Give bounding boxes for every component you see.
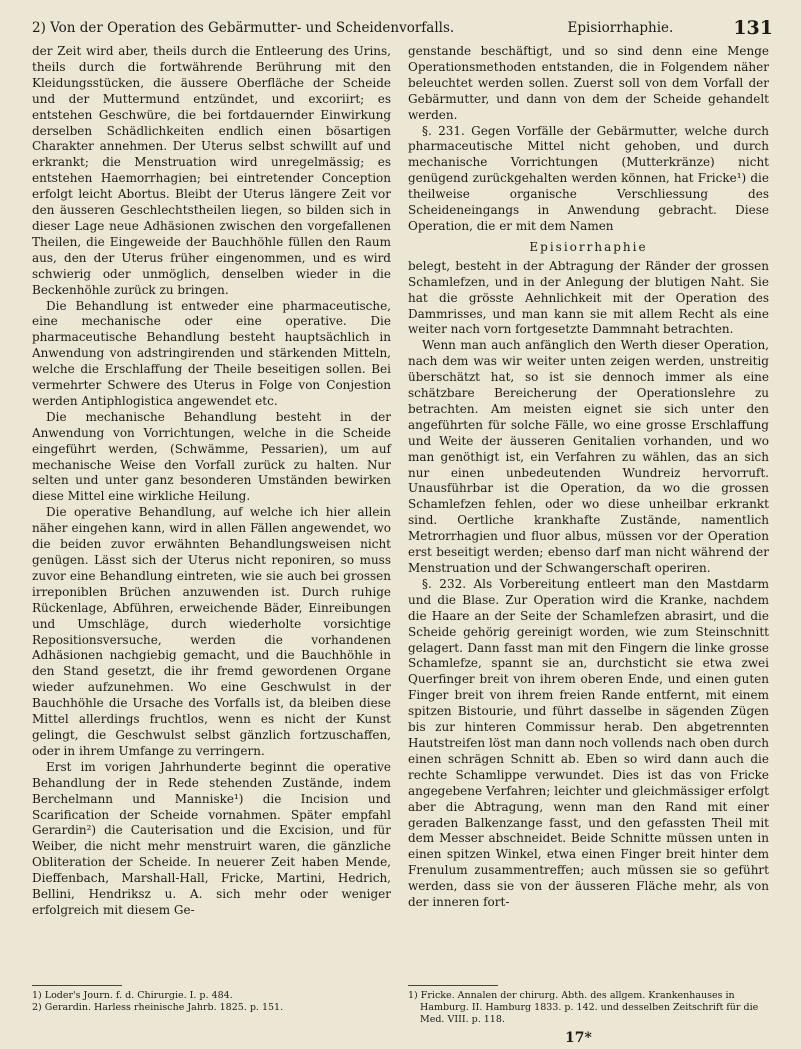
paragraph: Die operative Behandlung, auf welche ich hier allein näher eingehen kann, wird in allen Fällen angewendet, wo die beiden zuvor erwähnten Behandlungsweisen nicht genügen. Lässt sich der Uterus nicht reponiren, so muss zuvor eine Behandlung eintreten, wie sie auch bei grossen irreponiblen Brüchen anzuwenden ist. Durch ruhige Rückenlage, Abführen, erweichende Bäder, Einreibungen und Umschläge, durch wiederholte vorsichtige Repositionsversuche, werden die vorhandenen Adhäsionen nachgiebig gemacht, und die Bauchhöhle in den Stand gesetzt, die ihr fremd gewordenen Organe wieder aufzunehmen. Wo eine Geschwulst in der Bauchhöhle die Ursache des Vorfalls ist, da bleiben diese Mittel allerdings fruchtlos, wenn es nicht der Kunst gelingt, die Geschwulst selbst gänzlich fortzuschaffen, oder in ihrem Umfange zu verringern. [32, 505, 391, 758]
paragraph: Die Behandlung ist entweder eine pharmaceutische, eine mechanische oder eine operative. Die pharmaceutische Behandlung besteht hauptsächlich in Anwendung von adstringirenden und stärkenden Mitteln, welche die Erschlaffung der Theile beseitigen sollen. Bei vermehrter Schwere des Uterus in Folge von Conjestion werden Antiphlogistica angewendet etc. [32, 298, 391, 408]
header-chapter-title: 2) Von der Operation des Gebärmutter- und Scheidenvorfalls. [32, 20, 455, 36]
paragraph: der Zeit wird aber, theils durch die Entleerung des Urins, theils durch die fortwährende Berührung mit den Kleidungsstücken, die äussere Oberfläche der Scheide und der Muttermund entzündet, und excoriirt; es entstehen Geschwüre, die bei fortdauernder Einwirkung derselben Schädlichkeiten endlich einen bösartigen Charakter annehmen. Der Uterus selbst schwillt auf und erkrankt; die Menstruation wird unregelmässig; es entstehen Haemorrhagien; bei eintretender Conception erfolgt leicht Abortus. Bleibt der Uterus längere Zeit vor den äusseren Geschlechtstheilen liegen, so bilden sich in dieser Lage neue Adhäsionen zwischen den vorgefallenen Theilen, die Eingeweide der Bauchhöhle füllen den Raum aus, den der Uterus früher eingenommen, und es wird schwierig oder unmöglich, denselben wieder in die Beckenhöhle zurück zu bringen. [32, 44, 391, 297]
footnote-rule [32, 985, 122, 986]
left-footnotes [32, 985, 391, 1014]
footnote: 1) Loder's Journ. f. d. Chirurgie. I. p. 484. [32, 990, 233, 1001]
running-header [32, 10, 773, 39]
footnote: 1) Fricke. Annalen der chirurg. Abth. des allgem. Krankenhauses in Hamburg. II. Hamburg 1833. p. 142. und desselben Zeitschrift für die Med. VIII. p. 118. [408, 990, 759, 1025]
paragraph: Die mechanische Behandlung besteht in der Anwendung von Vorrichtungen, welche in die Scheide eingeführt werden, (Schwämme, Pessarien), um auf mechanische Weise den Vorfall zurück zu halten. Nur selten und unter ganz besonderen Umständen bewirken diese Mittel eine wirkliche Heilung. [32, 409, 391, 504]
footnote: 2) Gerardin. Harless rheinische Jahrb. 1825. p. 151. [32, 1002, 284, 1013]
paragraph: belegt, besteht in der Abtragung der Ränder der grossen Schamlefzen, und in der Anlegung der blutigen Naht. Sie hat die grösste Aehnlichkeit mit der Operation des Dammrisses, und man kann sie mit allem Recht als eine weiter nach vorn fortgesetzte Dammnaht betrachten. [408, 258, 769, 337]
header-section-title: Episiorrhaphie. [567, 20, 674, 36]
paragraph: §. 231. Gegen Vorfälle der Gebärmutter, welche durch pharmaceutische Mittel nicht gehoben, und durch mechanische Vorrichtungen (Mutterkränze) nicht genügend zurückgehalten werden können, hat Fricke¹) die theilweise organische Verschliessung des Scheideneingangs in Anwendung gebracht. Diese Operation, die er mit dem Namen [408, 123, 769, 233]
right-footnotes [408, 985, 769, 1026]
paragraph: genstande beschäftigt, und so sind denn eine Menge Operationsmethoden entstanden, die in Folgendem näher beleuchtet werden sollen. Zuerst soll von dem Vorfall der Gebärmutter, und dann von dem der Scheide gehandelt werden. [408, 44, 769, 122]
right-text-column [408, 44, 769, 911]
paragraph: §. 232. Als Vorbereitung entleert man den Mastdarm und die Blase. Zur Operation wird die Kranke, nachdem die Haare an der Seite der Schamlefzen abrasirt, und die Scheide gehörig gereinigt worden, wie zum Steinschnitt gelagert. Dann fasst man mit den Fingern die linke grosse Schamlefze, spannt sie an, durchsticht sie etwa zwei Querfinger breit von ihrem oberen Ende, und einen guten Finger breit von ihrem freien Rande entfernt, mit einem spitzen Bistourie, und führt dasselbe in sägenden Zügen bis zur hinteren Commissur herab. Den abgetrennten Hautstreifen löst man dann noch vollends nach oben durch einen schrägen Schnitt ab. Eben so wird dann auch die rechte Schamlippe verwundet. Dies ist das von Fricke angegebene Verfahren; leichter und gleichmässiger erfolgt aber die Abtragung, wenn man den Rand mit einer geraden Balkenzange fasst, und den gefassten Theil mit dem Messer abschneidet. Beide Schnitte müssen unten in einen spitzen Winkel, etwa einen Finger breit hinter dem Frenulum zusammentreffen; auch müssen sie so geführt werden, dass sie von der äusseren Fläche mehr, als von der inneren fort- [408, 576, 769, 910]
paragraph: Erst im vorigen Jahrhunderte beginnt die operative Behandlung der in Rede stehenden Zustände, indem Berchelmann und Manniske¹) die Incision und Scarification der Scheide vornahmen. Später empfahl Gerardin²) die Cauterisation und die Excision, und für Weiber, die nicht mehr menstruirt waren, die gänzliche Obliteration der Scheide. In neuerer Zeit haben Mende, Dieffenbach, Marshall-Hall, Fricke, Martini, Hedrich, Bellini, Hendriksz u. A. sich mehr oder weniger erfolgreich mit diesem Ge- [32, 759, 391, 917]
left-text-column [32, 44, 391, 919]
signature-mark: 17* [565, 1030, 592, 1046]
section-heading: Episiorrhaphie [529, 239, 648, 254]
footnote-rule [408, 985, 498, 986]
page-number: 131 [733, 17, 773, 39]
paragraph: Wenn man auch anfänglich den Werth dieser Operation, nach dem was wir weiter unten zeigen werden, unstreitig überschätzt hat, so ist sie dennoch immer als eine schätzbare Bereicherung der Operationslehre zu betrachten. Am meisten eignet sie sich unter den angeführten für solche Fälle, wo eine grosse Erschlaffung und Weite der äusseren Genitalien vorhanden, und wo man genöthigt ist, ein Verfahren zu wählen, das an sich nur einen unbedeutenden Wundreiz hervorruft. Unausführbar ist die Operation, da wo die grossen Schamlefzen fehlen, oder wo diese unheilbar erkrankt sind. Oertliche krankhafte Zustände, namentlich Metrorrhagien und fluor albus, müssen vor der Operation erst beseitigt werden; ebenso darf man nicht während der Menstruation und der Schwangerschaft operiren. [408, 338, 769, 575]
